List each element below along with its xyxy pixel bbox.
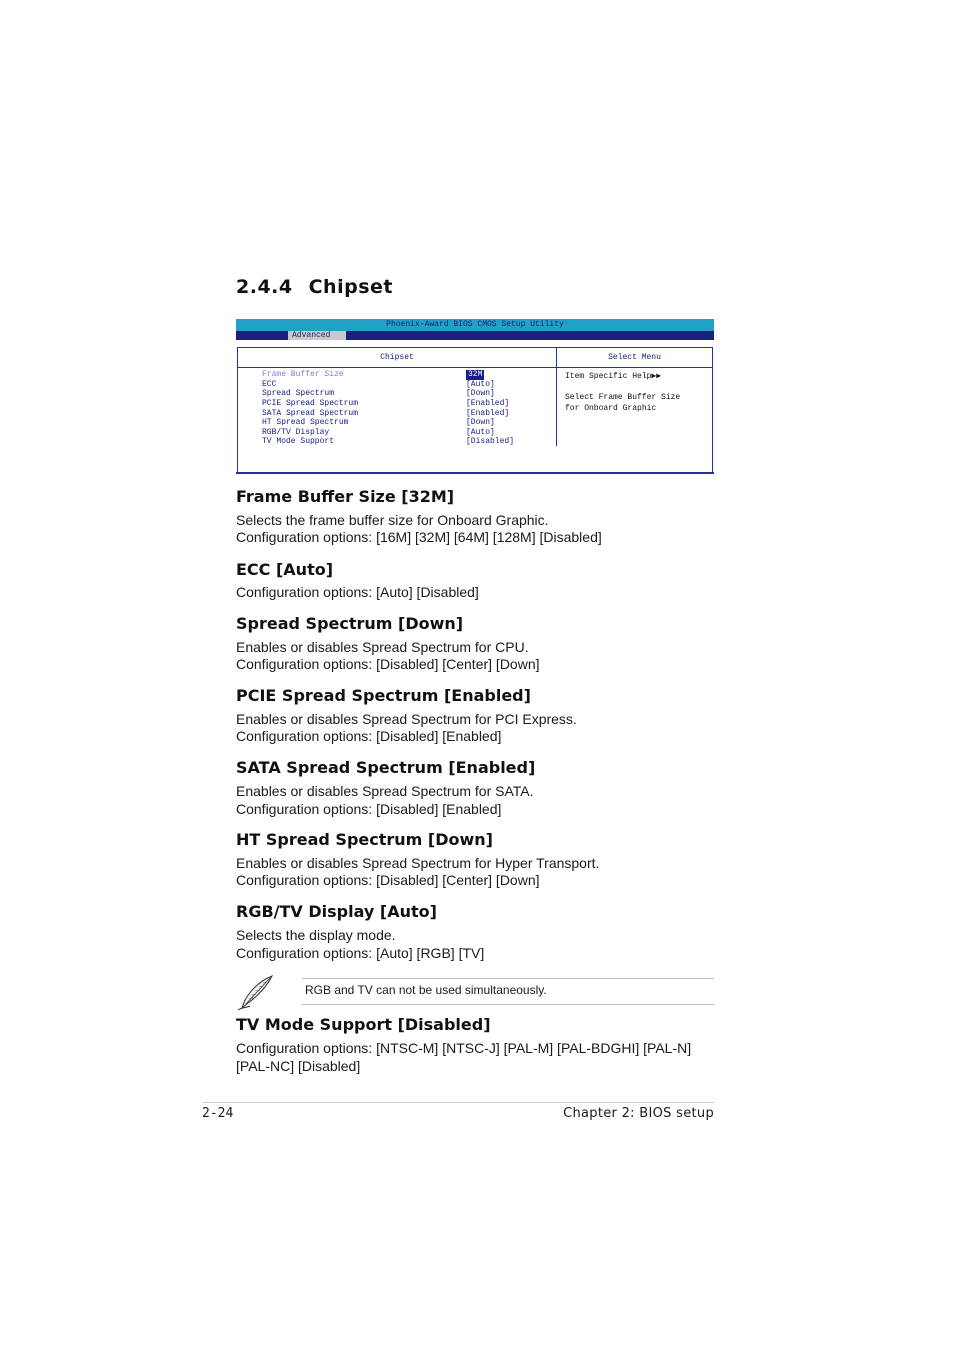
bios-menu-bar: [236, 331, 714, 340]
bios-item-label: Spread Spectrum: [262, 389, 335, 398]
item-heading: RGB/TV Display [Auto]: [236, 902, 437, 921]
bios-right-header: Select Menu: [557, 348, 712, 368]
item-options: Configuration options: [Disabled] [Center] [Down]: [236, 656, 540, 672]
item-description: Selects the frame buffer size for Onboard Graphic.: [236, 512, 549, 528]
bios-left-header: Chipset: [238, 348, 557, 368]
item-heading: SATA Spread Spectrum [Enabled]: [236, 758, 536, 777]
bios-item-label: HT Spread Spectrum: [262, 418, 349, 427]
note-rule-top: [302, 978, 714, 979]
bios-item-value[interactable]: [Down]: [466, 418, 495, 427]
bios-item-value[interactable]: [Auto]: [466, 380, 495, 389]
item-description: Enables or disables Spread Spectrum for CPU.: [236, 639, 529, 655]
item-heading: HT Spread Spectrum [Down]: [236, 830, 493, 849]
bios-title-bar: [236, 319, 714, 331]
item-options: Configuration options: [16M] [32M] [64M] [128M] [Disabled]: [236, 529, 602, 545]
item-options: Configuration options: [Auto] [RGB] [TV]: [236, 945, 485, 961]
bios-item-label: SATA Spread Spectrum: [262, 409, 359, 418]
item-description: Enables or disables Spread Spectrum for SATA.: [236, 783, 534, 799]
bios-item-value[interactable]: 32M: [468, 370, 483, 379]
bios-bottom-bar: [236, 472, 714, 474]
bios-panel: [237, 347, 713, 473]
bios-help-line: for Onboard Graphic: [565, 404, 657, 413]
item-options: Configuration options: [Auto] [Disabled]: [236, 584, 479, 600]
bios-item-tv-mode-support[interactable]: [262, 437, 562, 447]
bios-item-label: ECC: [262, 380, 277, 389]
item-options: Configuration options: [Disabled] [Enabled]: [236, 801, 502, 817]
note-text: RGB and TV can not be used simultaneously.: [305, 983, 547, 997]
bios-screenshot: [236, 319, 714, 475]
bios-item-pcie-spread-spectrum[interactable]: [262, 399, 562, 409]
item-options: Configuration options: [NTSC-M] [NTSC-J] [PAL-M] [PAL-BDGHI] [PAL-N]: [236, 1040, 692, 1056]
bios-item-label: PCIE Spread Spectrum: [262, 399, 359, 408]
page-number: 2-24: [202, 1106, 234, 1121]
item-description: Enables or disables Spread Spectrum for PCI Express.: [236, 711, 577, 727]
bios-item-label: RGB/TV Display: [262, 428, 330, 437]
item-heading: Spread Spectrum [Down]: [236, 614, 464, 633]
item-description: Enables or disables Spread Spectrum for Hyper Transport.: [236, 855, 600, 871]
item-heading: Frame Buffer Size [32M]: [236, 487, 455, 506]
item-options: [PAL-NC] [Disabled]: [236, 1058, 361, 1074]
bios-item-value[interactable]: [Enabled]: [466, 399, 510, 408]
bios-item-value[interactable]: [Disabled]: [466, 437, 515, 446]
item-options: Configuration options: [Disabled] [Center] [Down]: [236, 872, 540, 888]
bios-help-line: Select Frame Buffer Size: [565, 393, 681, 402]
section-number: 2.4.4: [236, 276, 293, 298]
note-rule-bottom: [302, 1004, 714, 1005]
feather-pen-icon: [236, 974, 276, 1012]
item-description: Selects the display mode.: [236, 927, 396, 943]
bios-title: Phoenix-Award BIOS CMOS Setup Utility: [386, 320, 564, 329]
section-title: [236, 276, 393, 298]
item-options: Configuration options: [Disabled] [Enabled]: [236, 728, 502, 744]
bios-item-spread-spectrum[interactable]: [262, 389, 562, 399]
bios-item-label: Frame Buffer Size: [262, 370, 344, 379]
bios-item-ht-spread-spectrum[interactable]: [262, 418, 562, 428]
section-name: Chipset: [308, 276, 393, 298]
bios-item-label: TV Mode Support: [262, 437, 335, 446]
item-heading: TV Mode Support [Disabled]: [236, 1015, 491, 1034]
bios-item-value[interactable]: [Auto]: [466, 428, 495, 437]
bios-item-value[interactable]: [Enabled]: [466, 409, 510, 418]
bios-item-frame-buffer-size[interactable]: [262, 370, 562, 380]
footer-rule: [202, 1102, 714, 1103]
bios-help-title: Item Specific Help▶▶: [565, 372, 662, 381]
tab-advanced[interactable]: Advanced: [288, 331, 346, 340]
item-heading: ECC [Auto]: [236, 560, 334, 579]
chapter-title: Chapter 2: BIOS setup: [563, 1106, 714, 1121]
item-heading: PCIE Spread Spectrum [Enabled]: [236, 686, 531, 705]
bios-item-value[interactable]: [Down]: [466, 389, 495, 398]
